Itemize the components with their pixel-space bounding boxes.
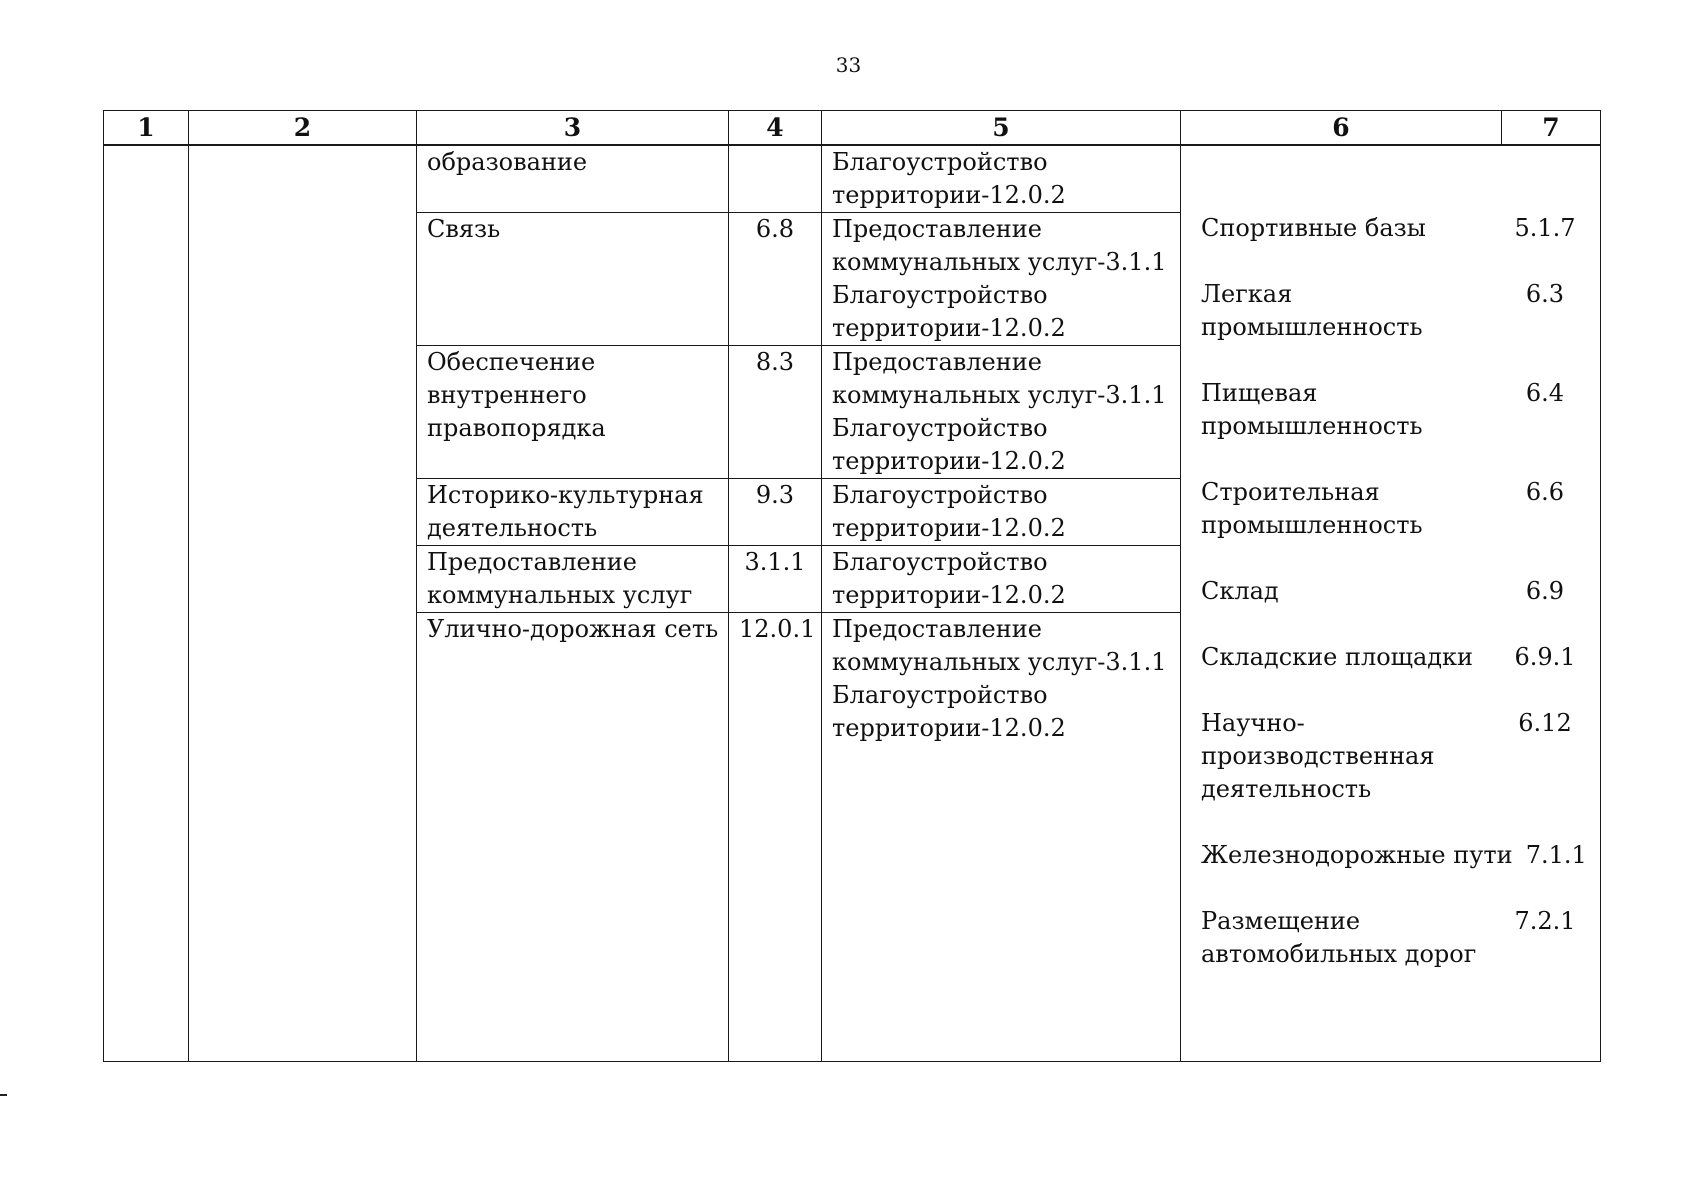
conditional-uses-cell: [1181, 145, 1601, 1062]
conditional-use-name: Научно-: [1201, 709, 1305, 737]
list-item: [1191, 476, 1590, 575]
header-cell-1: 1: [104, 111, 189, 146]
use-code-cell: 8.3: [729, 346, 822, 479]
use-name-cell: [417, 145, 729, 213]
conditional-use-code: 6.9.1: [1514, 643, 1576, 671]
conditional-use-name: автомобильных дорог: [1201, 940, 1477, 968]
header-cell-6: 6: [1181, 111, 1502, 146]
conditional-use-code: 6.6: [1525, 478, 1565, 506]
aux-use-cell: [822, 479, 1181, 546]
aux-use-line: Благоустройство: [832, 148, 1048, 176]
use-code-cell: 3.1.1: [729, 546, 822, 613]
aux-use-line: территории-12.0.2: [832, 714, 1066, 742]
use-name-line: деятельность: [427, 514, 598, 542]
conditional-use-name: промышленность: [1201, 511, 1423, 539]
use-code-cell: 9.3: [729, 479, 822, 546]
conditional-use-name: промышленность: [1201, 313, 1423, 341]
conditional-use-name: Спортивные базы: [1201, 214, 1426, 242]
header-cell-7: 7: [1502, 111, 1601, 146]
aux-use-cell: [822, 546, 1181, 613]
aux-use-line: Благоустройство: [832, 481, 1048, 509]
conditional-use-code: 5.1.7: [1514, 214, 1576, 242]
use-name-cell: [417, 479, 729, 546]
header-cell-3: 3: [417, 111, 729, 146]
list-item: [1191, 575, 1590, 641]
aux-use-line: территории-12.0.2: [832, 181, 1066, 209]
table-header-row: [104, 111, 1601, 146]
use-name-cell: [417, 613, 729, 1062]
scan-edge-mark: [0, 1094, 7, 1096]
conditional-use-code: 6.9: [1525, 577, 1565, 605]
use-name-line: Связь: [427, 215, 501, 243]
use-name-cell: [417, 546, 729, 613]
conditional-use-name: деятельность: [1201, 775, 1372, 803]
aux-use-cell: [822, 346, 1181, 479]
aux-use-line: Благоустройство: [832, 548, 1048, 576]
use-code-cell: [729, 145, 822, 213]
use-name-cell: [417, 213, 729, 346]
list-item: [1191, 377, 1590, 476]
use-name-cell: [417, 346, 729, 479]
conditional-use-name: Размещение: [1201, 907, 1361, 935]
aux-use-line: территории-12.0.2: [832, 581, 1066, 609]
aux-use-cell: [822, 213, 1181, 346]
header-cell-2: 2: [189, 111, 417, 146]
use-code-cell: 12.0.1: [729, 613, 822, 1062]
aux-use-line: Благоустройство: [832, 681, 1048, 709]
conditional-use-name: Склад: [1201, 577, 1279, 605]
conditional-use-code: 6.4: [1525, 379, 1565, 407]
use-name-line: Улично-дорожная сеть: [427, 615, 719, 643]
use-name-line: внутреннего: [427, 381, 587, 409]
cell-col1: [104, 145, 189, 1062]
cell-col2: [189, 145, 417, 1062]
aux-use-line: территории-12.0.2: [832, 314, 1066, 342]
use-name-line: правопорядка: [427, 414, 606, 442]
use-name-line: Предоставление: [427, 548, 637, 576]
aux-use-line: территории-12.0.2: [832, 514, 1066, 542]
conditional-use-code: 7.2.1: [1514, 907, 1576, 935]
aux-use-line: Предоставление: [832, 348, 1042, 376]
use-name-line: Обеспечение: [427, 348, 596, 376]
use-code-cell: 6.8: [729, 213, 822, 346]
conditional-use-code: 7.1.1: [1525, 841, 1587, 869]
list-item: [1191, 641, 1590, 707]
aux-use-line: коммунальных услуг-3.1.1: [832, 648, 1167, 676]
regulation-table: [103, 110, 1601, 1062]
aux-use-line: территории-12.0.2: [832, 447, 1066, 475]
page-number: 33: [835, 53, 862, 77]
conditional-use-code: 6.3: [1525, 280, 1565, 308]
table-row: [104, 145, 1601, 213]
conditional-use-name: промышленность: [1201, 412, 1423, 440]
list-item: [1191, 839, 1590, 905]
conditional-use-name: Складские площадки: [1201, 643, 1474, 671]
conditional-use-code: 6.12: [1518, 709, 1572, 737]
conditional-use-name: Строительная: [1201, 478, 1380, 506]
conditional-use-name: Легкая: [1201, 280, 1293, 308]
conditional-use-name: Пищевая: [1201, 379, 1318, 407]
header-cell-4: 4: [729, 111, 822, 146]
list-item: [1191, 212, 1590, 278]
aux-use-line: Благоустройство: [832, 281, 1048, 309]
aux-use-line: Предоставление: [832, 215, 1042, 243]
aux-use-cell: [822, 145, 1181, 213]
list-item: [1191, 278, 1590, 377]
aux-use-line: Предоставление: [832, 615, 1042, 643]
use-name-line: образование: [427, 148, 588, 176]
list-item: [1191, 905, 1590, 971]
conditional-use-name: производственная: [1201, 742, 1435, 770]
aux-use-line: коммунальных услуг-3.1.1: [832, 381, 1167, 409]
aux-use-line: коммунальных услуг-3.1.1: [832, 248, 1167, 276]
use-name-line: Историко-культурная: [427, 481, 704, 509]
list-item: [1191, 707, 1590, 839]
conditional-use-name: Железнодорожные пути: [1201, 841, 1513, 869]
header-cell-5: 5: [822, 111, 1181, 146]
aux-use-line: Благоустройство: [832, 414, 1048, 442]
use-name-line: коммунальных услуг: [427, 581, 693, 609]
aux-use-cell: [822, 613, 1181, 1062]
conditional-uses-list: [1191, 146, 1590, 971]
